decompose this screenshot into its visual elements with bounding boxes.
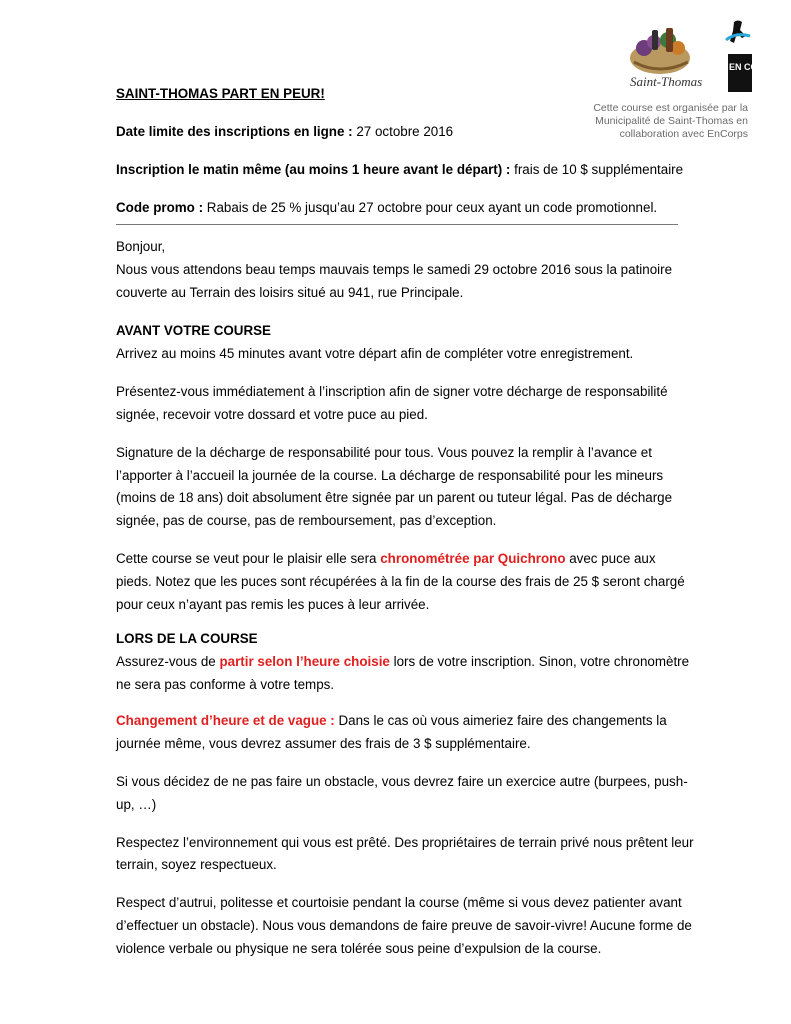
before-heading: AVANT VOTRE COURSE xyxy=(116,323,271,338)
paragraph-line: ne sera pas conforme à votre temps. xyxy=(116,677,335,692)
text-run: Cette course se veut pour le plaisir elle sera xyxy=(116,551,381,566)
section-divider xyxy=(116,224,678,225)
deadline-label: Date limite des inscriptions en ligne : xyxy=(116,124,353,139)
saint-thomas-wordmark: Saint-Thomas xyxy=(630,74,703,89)
paragraph-line xyxy=(116,651,689,673)
paragraph-line: Respect d’autrui, politesse et courtoisie pendant la course (même si vous devez patienter avant xyxy=(116,895,682,910)
intro-line: Nous vous attendons beau temps mauvais temps le samedi 29 octobre 2016 sous la patinoire xyxy=(116,262,673,277)
encorps-logo xyxy=(726,21,776,93)
promo-label: Code promo : xyxy=(116,200,204,215)
paragraph-line: pour ceux n’ayant pas remis les puces à leur arrivée. xyxy=(116,597,430,612)
organizer-note xyxy=(560,102,748,141)
document-title: SAINT-THOMAS PART EN PEUR! xyxy=(116,86,325,101)
text-run: lors de votre inscription. Sinon, votre chronomètre xyxy=(389,654,690,669)
logos xyxy=(622,18,777,98)
paragraph-line: d’effectuer un obstacle). Nous vous demandons de faire preuve de savoir-vivre! Aucune forme de xyxy=(116,918,692,933)
paragraph-line: up, …) xyxy=(116,797,157,812)
text-run: Dans le cas où vous aimeriez faire des changements la xyxy=(334,713,667,728)
paragraph-line: violence verbale ou physique ne sera tolérée sous peine d’expulsion de la course. xyxy=(116,941,602,956)
text-run: avec puce aux xyxy=(565,551,656,566)
sameday-value: frais de 10 $ supplémentaire xyxy=(510,162,684,177)
paragraph-line: Signature de la décharge de responsabilité pour tous. Vous pouvez la remplir à l’avance et xyxy=(116,445,652,460)
deadline-value: 27 octobre 2016 xyxy=(352,124,454,139)
organizer-note-line: collaboration avec EnCorps xyxy=(619,128,748,140)
intro-line: couverte au Terrain des loisirs situé au 941, rue Principale. xyxy=(116,285,464,300)
sameday-label: Inscription le matin même (au moins 1 heure avant le départ) : xyxy=(116,162,511,177)
paragraph-line: pieds. Notez que les puces sont récupérées à la fin de la course des frais de 25 $ seront chargé xyxy=(116,574,685,589)
saint-thomas-logo xyxy=(630,28,702,89)
paragraph-line: l’apporter à l’accueil la journée de la course. La décharge de responsabilité pour les mineurs xyxy=(116,468,664,483)
encorps-wordmark: EN CORPS xyxy=(729,62,777,72)
sameday-line xyxy=(116,159,683,181)
highlight-change-wave: Changement d’heure et de vague : xyxy=(116,713,335,728)
paragraph-line: signée, pas de course, pas de remboursement, pas d’exception. xyxy=(116,513,497,528)
paragraph-line xyxy=(116,548,656,570)
during-heading: LORS DE LA COURSE xyxy=(116,631,258,646)
text-run: Assurez-vous de xyxy=(116,654,220,669)
paragraph-line: journée même, vous devrez assumer des frais de 3 $ supplémentaire. xyxy=(116,736,531,751)
paragraph-line xyxy=(116,710,667,732)
paragraph-line: (moins de 18 ans) doit absolument être signée par un parent ou tuteur légal. Pas de décharge xyxy=(116,490,673,505)
highlight-timing: chronométrée par Quichrono xyxy=(380,551,566,566)
organizer-note-line: Cette course est organisée par la xyxy=(593,102,748,114)
organizer-note-line: Municipalité de Saint-Thomas en xyxy=(595,115,748,127)
paragraph-line: terrain, soyez respectueux. xyxy=(116,857,277,872)
greeting: Bonjour, xyxy=(116,239,166,254)
highlight-start-time: partir selon l’heure choisie xyxy=(219,654,390,669)
promo-value: Rabais de 25 % jusqu’au 27 octobre pour ceux ayant un code promotionnel. xyxy=(203,200,658,215)
paragraph-line: signée, recevoir votre dossard et votre puce au pied. xyxy=(116,407,428,422)
paragraph-line: Présentez-vous immédiatement à l’inscription afin de signer votre décharge de responsabilité xyxy=(116,384,668,399)
deadline-line xyxy=(116,121,453,143)
paragraph-line: Si vous décidez de ne pas faire un obstacle, vous devrez faire un exercice autre (burpees, push- xyxy=(116,774,688,789)
paragraph-line: Respectez l’environnement qui vous est prêté. Des propriétaires de terrain privé nous prêtent leur xyxy=(116,835,694,850)
promo-line xyxy=(116,197,657,219)
paragraph-line: Arrivez au moins 45 minutes avant votre départ afin de compléter votre enregistrement. xyxy=(116,346,634,361)
